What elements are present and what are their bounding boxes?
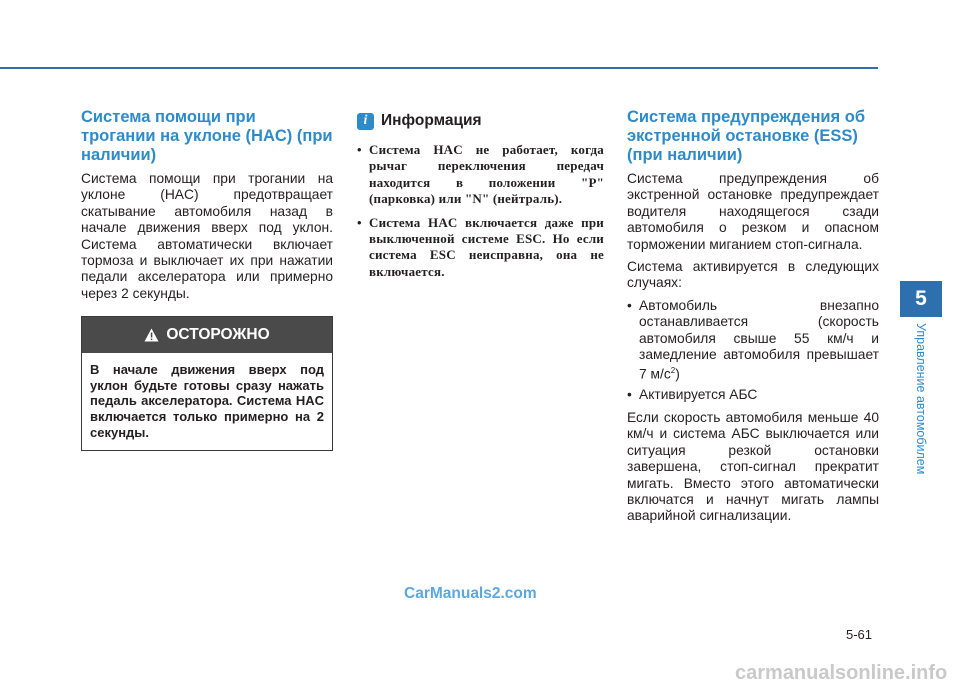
page-number: 5-61 xyxy=(846,627,873,642)
warning-triangle-icon xyxy=(144,328,159,342)
hac-section xyxy=(81,108,333,451)
caution-header xyxy=(82,317,332,353)
ess-conditions-intro: Система активируется в следующих случаях: xyxy=(627,259,879,291)
ess-section xyxy=(627,108,879,531)
info-header xyxy=(357,112,604,130)
info-item: • Система HAC не работает, когда рычаг переключения передач находится в положении "P" (парковка) или "N" (нейтраль). xyxy=(357,142,604,207)
ess-deactivation-text: Если скорость автомобиля меньше 40 км/ч и система АБС выключается или ситуация резкой остановки завершена, стоп-сигнал прекратит мигать. Вместо этого автоматически включатся и начнут мигать лампы аварийной сигнализации. xyxy=(627,409,879,524)
caution-title: ОСТОРОЖНО xyxy=(166,326,270,344)
ess-title: Система предупреждения об экстренной остановке (ESS) (при наличии) xyxy=(627,108,866,164)
caution-text: В начале движения вверх под уклон будьте готовы сразу нажать педаль акселератора. Система HAC включается только примерно на 2 секунды. xyxy=(90,362,324,440)
info-section xyxy=(357,108,604,287)
info-list xyxy=(357,142,604,280)
ess-condition-item: • Автомобиль внезапно останавливается (скорость автомобиля свыше 55 км/ч и замедление автомобиля превышает 7 $м/с^2$) xyxy=(627,297,879,383)
top-rule xyxy=(0,67,878,69)
info-title: Информация xyxy=(381,112,482,129)
chapter-tab[interactable]: 5 xyxy=(900,281,942,317)
info-item: • Система HAC включается даже при выключенной системе ESC. Но если система ESC неисправна, она не включается. xyxy=(357,214,604,279)
watermark-link[interactable]: CarManuals2.com xyxy=(404,585,537,602)
caution-box xyxy=(81,316,333,451)
chapter-title: Управление автомобилем xyxy=(914,323,928,475)
footer-watermark: carmanualsonline.info xyxy=(735,662,948,684)
hac-body: Система помощи при трогании на уклоне (HAC) предотвращает скатывание автомобиля назад в начале движения вверх под уклон. Система автоматически включает тормоза и выключает их при нажатии педали акселератора или примерно через 2 секунды. xyxy=(81,171,333,301)
ess-conditions-list xyxy=(627,298,879,404)
hac-title: Система помощи при трогании на уклоне (HAC) (при наличии) xyxy=(81,108,333,164)
ess-condition-item: • Активируется АБС xyxy=(627,387,758,403)
ess-body: Система предупреждения об экстренной остановке предупреждает водителя находящегося сзади автомобиля о резком и опасном торможении миганием стоп-сигнала. xyxy=(627,171,879,252)
info-icon: i xyxy=(357,113,374,130)
